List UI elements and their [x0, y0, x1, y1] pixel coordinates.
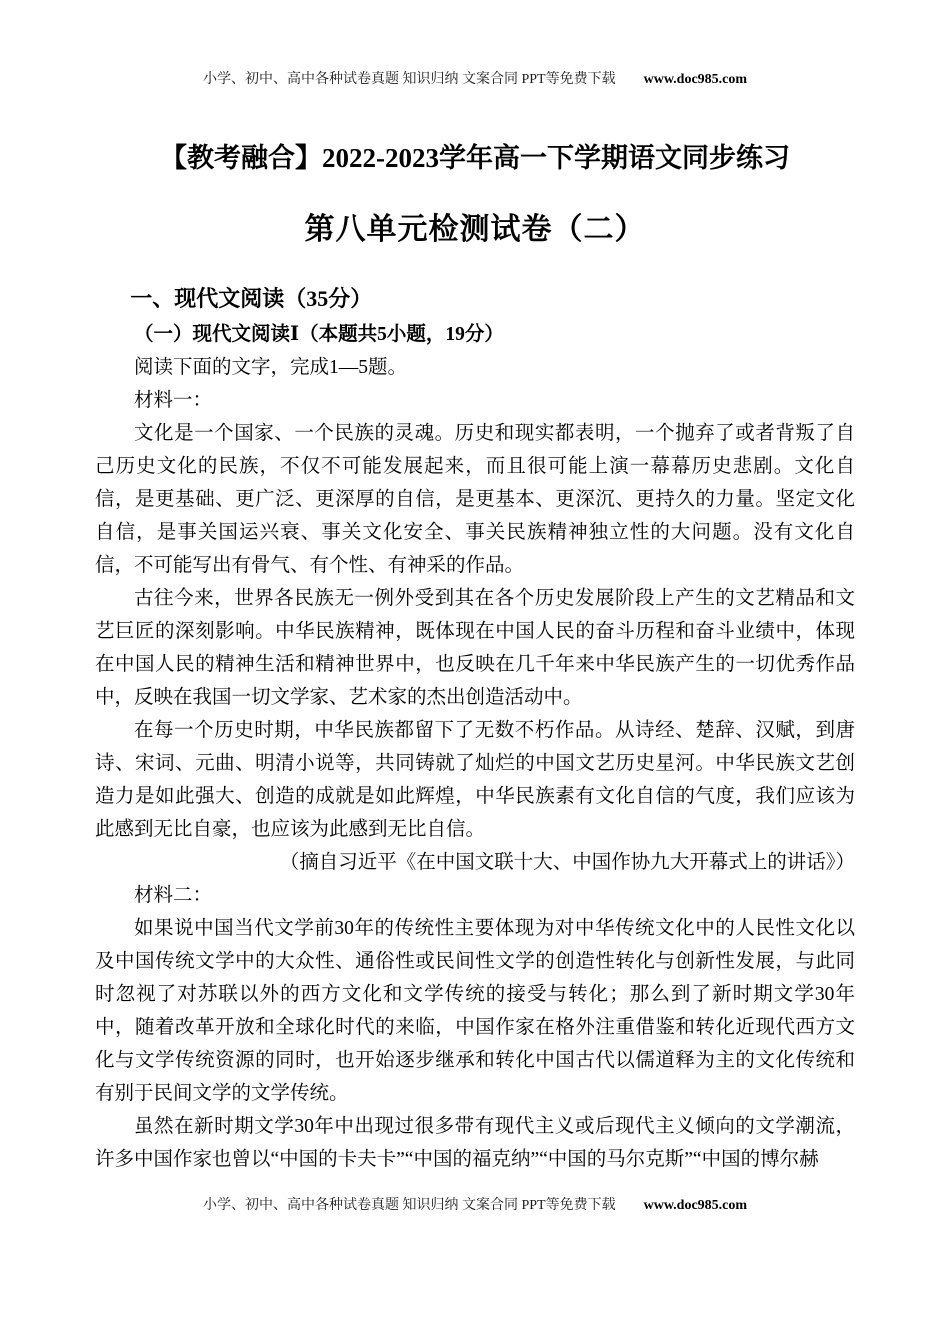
reading-instruction: 阅读下面的文字，完成1—5题。	[134, 357, 408, 378]
material-one-paragraph: 文化是一个国家、一个民族的灵魂。历史和现实都表明，一个抛弃了或者背叛了自己历史文化的民族，不仅不可能发展起来，而且很可能上演一幕幕历史悲剧。文化自信，是更基础、更广泛、更深厚的自信，是更基本、更深沉、更持久的力量。坚定文化自信，是事关国运兴衰、事关文化安全、事关民族精神独立性的大问题。没有文化自信，不可能写出有骨气、有个性、有神采的作品。	[95, 423, 855, 576]
footer-site-link[interactable]: www.doc985.com	[643, 1198, 748, 1213]
material-one-paragraph: 在每一个历史时期，中华民族都留下了无数不朽作品。从诗经、楚辞、汉赋，到唐诗、宋词、元曲、明清小说等，共同铸就了灿烂的中国文艺历史星河。中华民族文艺创造力是如此强大、创造的成就是如此辉煌，中华民族素有文化自信的气度，我们应该为此感到无比自豪，也应该为此感到无比自信。	[95, 720, 855, 840]
page-footer	[0, 1194, 950, 1214]
subsection-heading: （一）现代文阅读Ⅰ（本题共5小题，19分）	[134, 324, 504, 345]
document-body	[95, 280, 855, 1176]
document-subtitle: 第八单元检测试卷（二）	[304, 213, 646, 246]
material-two-label: 材料二：	[134, 885, 213, 906]
section-heading: 一、现代文阅读（35分）	[130, 286, 373, 311]
material-one-attribution: （摘自习近平《在中国文联十大、中国作协九大开幕式上的讲话》）	[279, 852, 855, 873]
material-one-label: 材料一：	[134, 390, 213, 411]
page-header	[0, 68, 950, 88]
material-two-paragraph: 如果说中国当代文学前30年的传统性主要体现为对中华传统文化中的人民性文化以及中国传统文学中的大众性、通俗性或民间性文学的创造性转化与创新性发展，与此同时忽视了对苏联以外的西方文化和文学传统的接受与转化；那么到了新时期文学30年中，随着改革开放和全球化时代的来临，中国作家在格外注重借鉴和转化近现代西方文化与文学传统资源的同时，也开始逐步继承和转化中国古代以儒道释为主的文化传统和有别于民间文学的文学传统。	[95, 918, 855, 1104]
document-title: 【教考融合】2022-2023学年高一下学期语文同步练习	[160, 143, 790, 173]
material-one-paragraph: 古往今来，世界各民族无一例外受到其在各个历史发展阶段上产生的文艺精品和文艺巨匠的深刻影响。中华民族精神，既体现在中国人民的奋斗历程和奋斗业绩中，体现在中国人民的精神生活和精神世界中，也反映在几千年来中华民族产生的一切优秀作品中，反映在我国一切文学家、艺术家的杰出创造活动中。	[95, 588, 855, 708]
header-links-text: 小学、初中、高中各种试卷真题 知识归纳 文案合同 PPT等免费下载	[202, 72, 616, 87]
footer-links-text: 小学、初中、高中各种试卷真题 知识归纳 文案合同 PPT等免费下载	[202, 1198, 616, 1213]
material-two-paragraph: 虽然在新时期文学30年中出现过很多带有现代主义或后现代主义倾向的文学潮流，许多中国作家也曾以“中国的卡夫卡”“中国的福克纳”“中国的马尔克斯”“中国的博尔赫	[95, 1116, 855, 1170]
header-site-link[interactable]: www.doc985.com	[643, 72, 748, 87]
